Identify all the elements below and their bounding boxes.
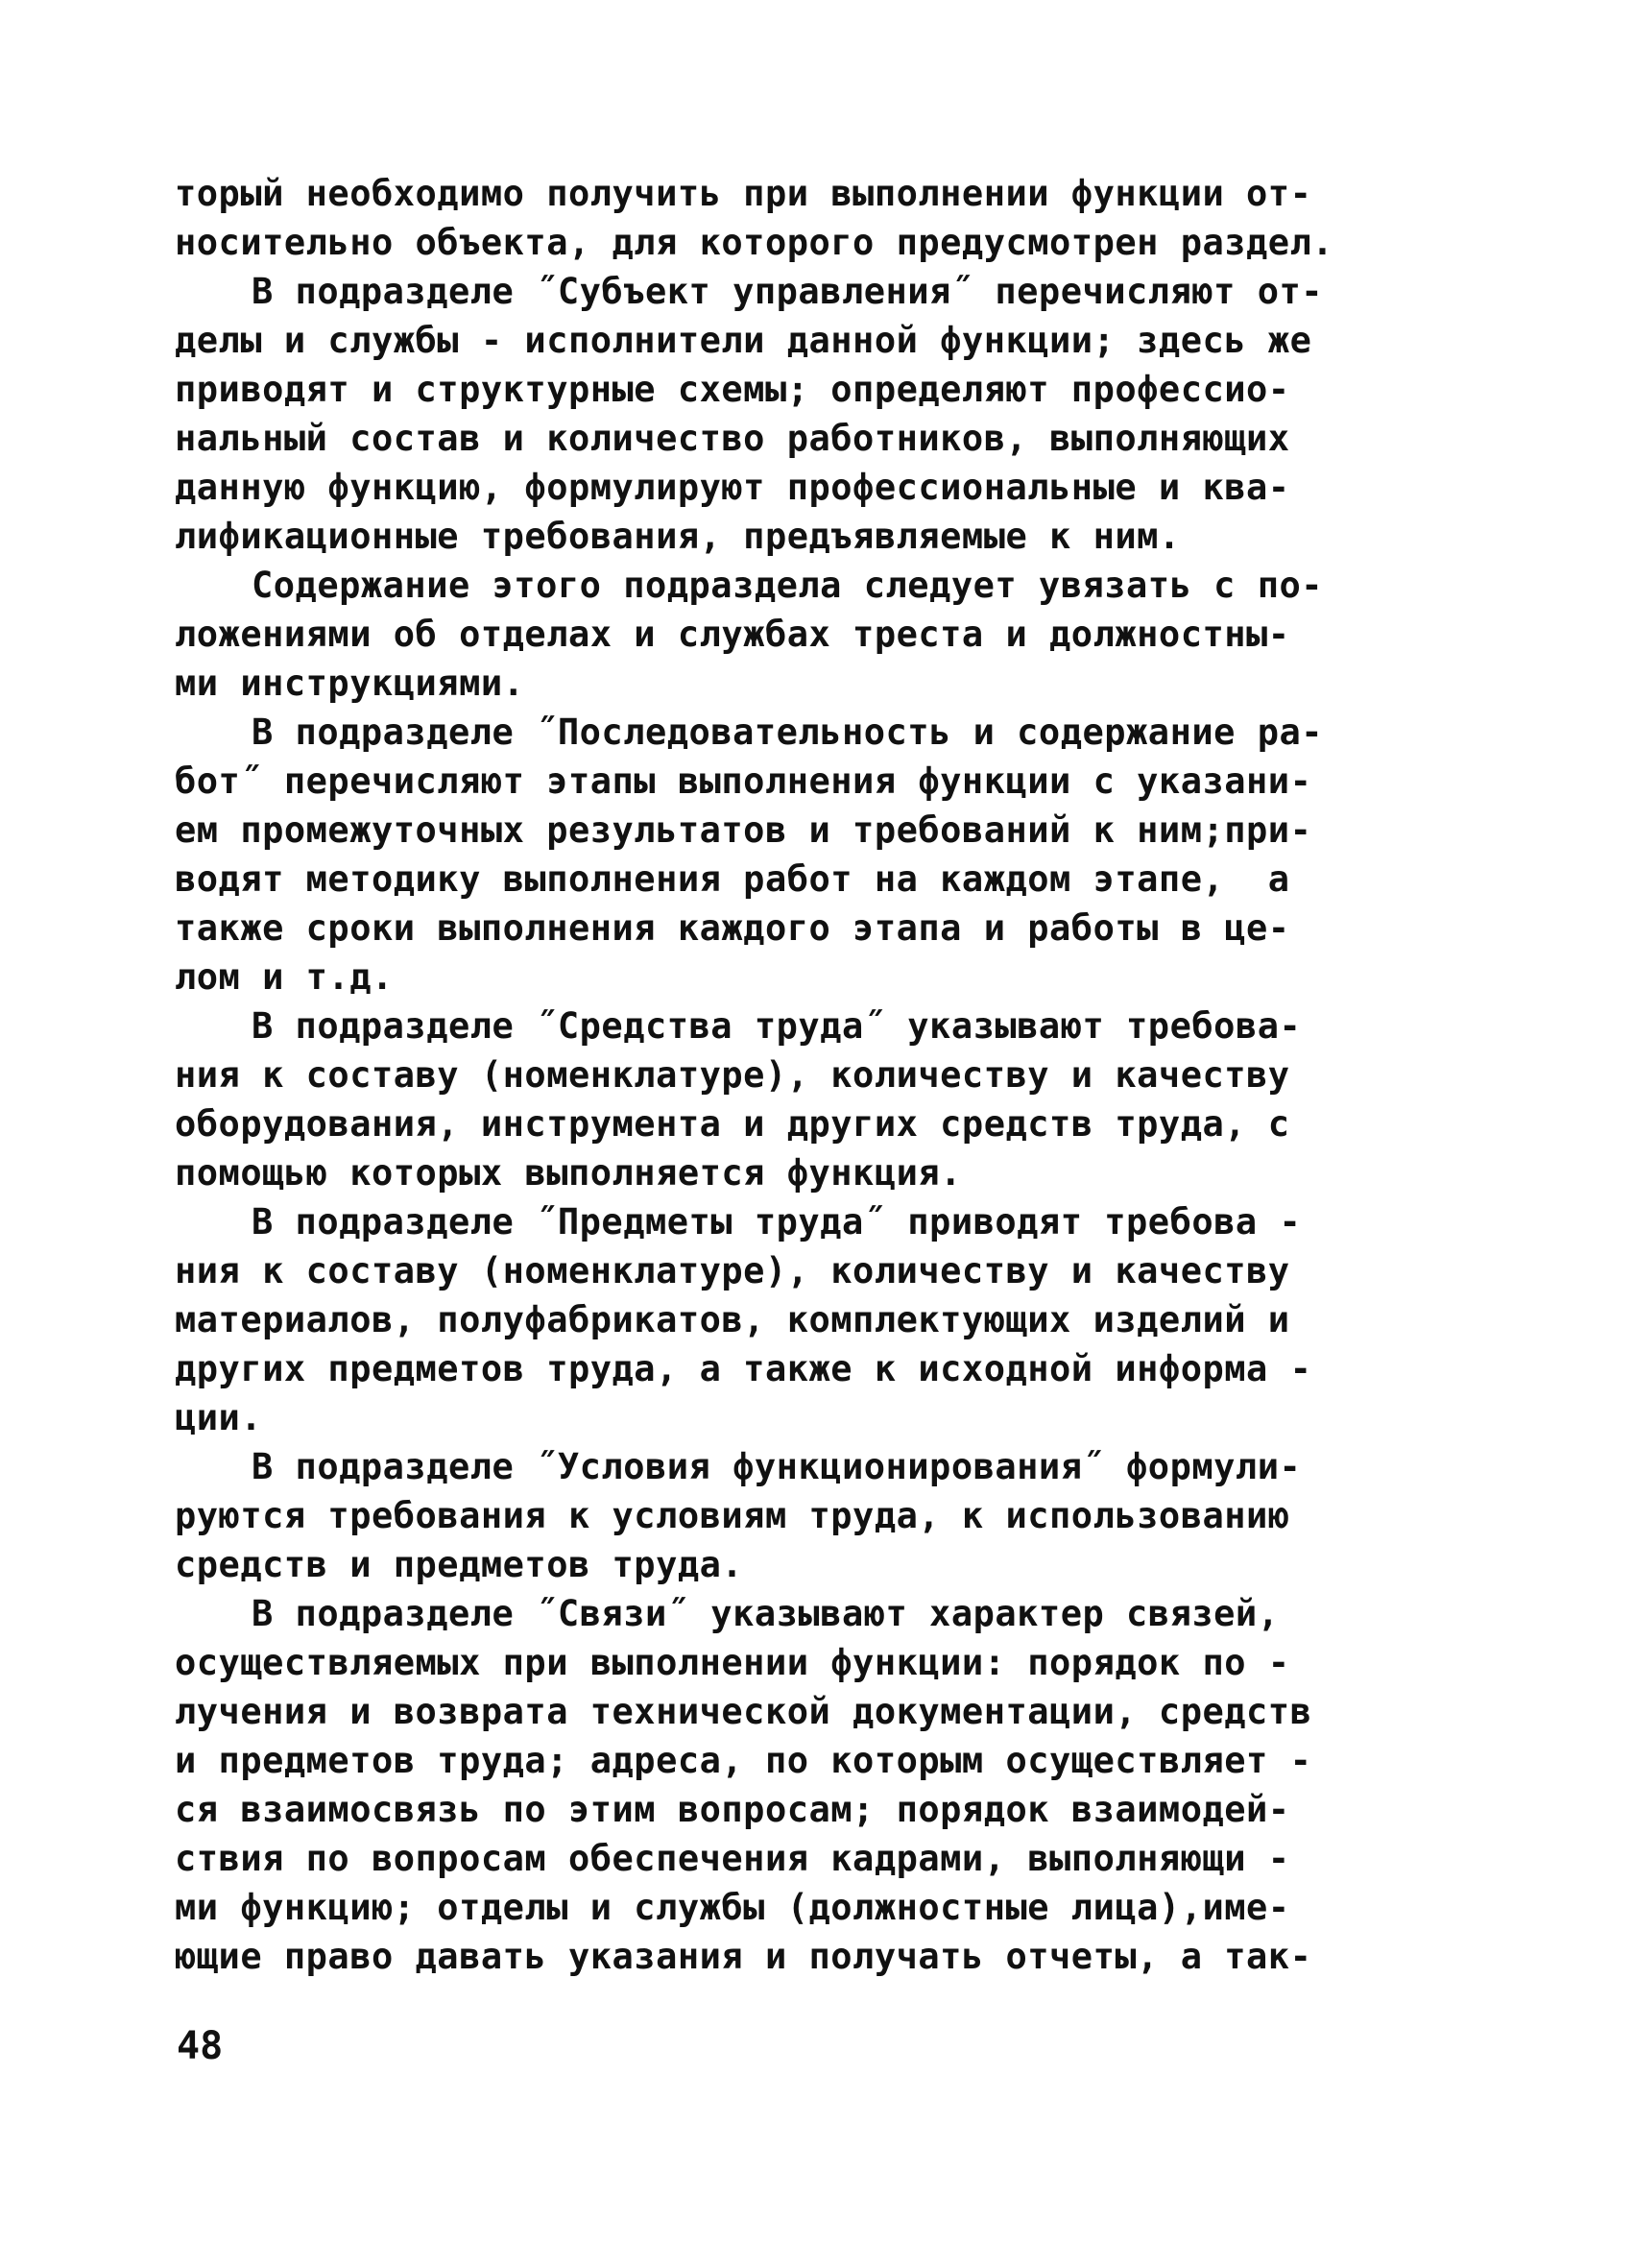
text-line: материалов, полуфабрикатов, комплектующих изделий и — [175, 1299, 1290, 1340]
text-line: и предметов труда; адреса, по которым осуществляет - — [175, 1740, 1312, 1781]
paragraph — [175, 267, 1461, 561]
text-line: делы и службы - исполнители данной функции; здесь же — [175, 320, 1312, 361]
text-line: Содержание этого подраздела следует увязать с по- — [252, 565, 1324, 606]
text-line: помощью которых выполняется функция. — [175, 1152, 962, 1194]
text-line: носительно объекта, для которого предусмотрен раздел. — [175, 222, 1334, 263]
page-number: 48 — [177, 2024, 224, 2068]
text-line: лучения и возврата технической документации, средств — [175, 1691, 1312, 1732]
paragraph — [175, 561, 1461, 708]
text-line: данную функцию, формулируют профессиональные и ква- — [175, 467, 1290, 508]
text-line: руются требования к условиям труда, к использованию — [175, 1495, 1290, 1536]
text-line: ющие право давать указания и получать отчеты, а так- — [175, 1936, 1312, 1977]
text-line: ния к составу (номенклатуре), количеству и качеству — [175, 1250, 1290, 1291]
text-line: В подразделе ˝Предметы труда˝ приводят требова - — [252, 1201, 1302, 1243]
text-line: В подразделе ˝Средства труда˝ указывают требова- — [252, 1005, 1302, 1047]
text-line: средств и предметов труда. — [175, 1544, 744, 1585]
text-line: торый необходимо получить при выполнении функции от- — [175, 173, 1312, 214]
text-line: других предметов труда, а также к исходной информа - — [175, 1348, 1312, 1389]
text-line: ми инструкциями. — [175, 663, 525, 704]
text-line: оборудования, инструмента и других средств труда, с — [175, 1103, 1290, 1145]
text-line: ми функцию; отделы и службы (должностные лица),име- — [175, 1887, 1290, 1928]
paragraph — [175, 1589, 1461, 1981]
text-line: лификационные требования, предъявляемые к ним. — [175, 516, 1181, 557]
text-line: ния к составу (номенклатуре), количеству и качеству — [175, 1054, 1290, 1096]
body-text — [175, 169, 1461, 1981]
text-line: ции. — [175, 1397, 263, 1438]
text-line: осуществляемых при выполнении функции: порядок по - — [175, 1642, 1290, 1683]
text-line: ложениями об отделах и службах треста и должностны- — [175, 614, 1290, 655]
text-line: В подразделе ˝Условия функционирования˝ формули- — [252, 1446, 1302, 1487]
text-line: также сроки выполнения каждого этапа и работы в це- — [175, 907, 1290, 949]
text-line: ствия по вопросам обеспечения кадрами, выполняющи - — [175, 1838, 1290, 1879]
text-line: В подразделе ˝Связи˝ указывают характер связей, — [252, 1593, 1280, 1634]
text-line: приводят и структурные схемы; определяют профессио- — [175, 369, 1290, 410]
text-line: ся взаимосвязь по этим вопросам; порядок взаимодей- — [175, 1789, 1290, 1830]
text-line: ем промежуточных результатов и требований к ним;при- — [175, 809, 1312, 851]
text-line: бот˝ перечисляют этапы выполнения функции с указани- — [175, 760, 1312, 802]
paragraph — [175, 708, 1461, 1001]
text-line: В подразделе ˝Последовательность и содержание ра- — [252, 712, 1324, 753]
paragraph — [175, 1001, 1461, 1197]
paragraph — [175, 1197, 1461, 1442]
text-line: нальный состав и количество работников, выполняющих — [175, 418, 1290, 459]
text-line: В подразделе ˝Субъект управления˝ перечисляют от- — [252, 271, 1324, 312]
text-line: лом и т.д. — [175, 956, 394, 998]
paragraph — [175, 169, 1461, 267]
paragraph — [175, 1442, 1461, 1589]
text-line: водят методику выполнения работ на каждом этапе, а — [175, 858, 1290, 900]
